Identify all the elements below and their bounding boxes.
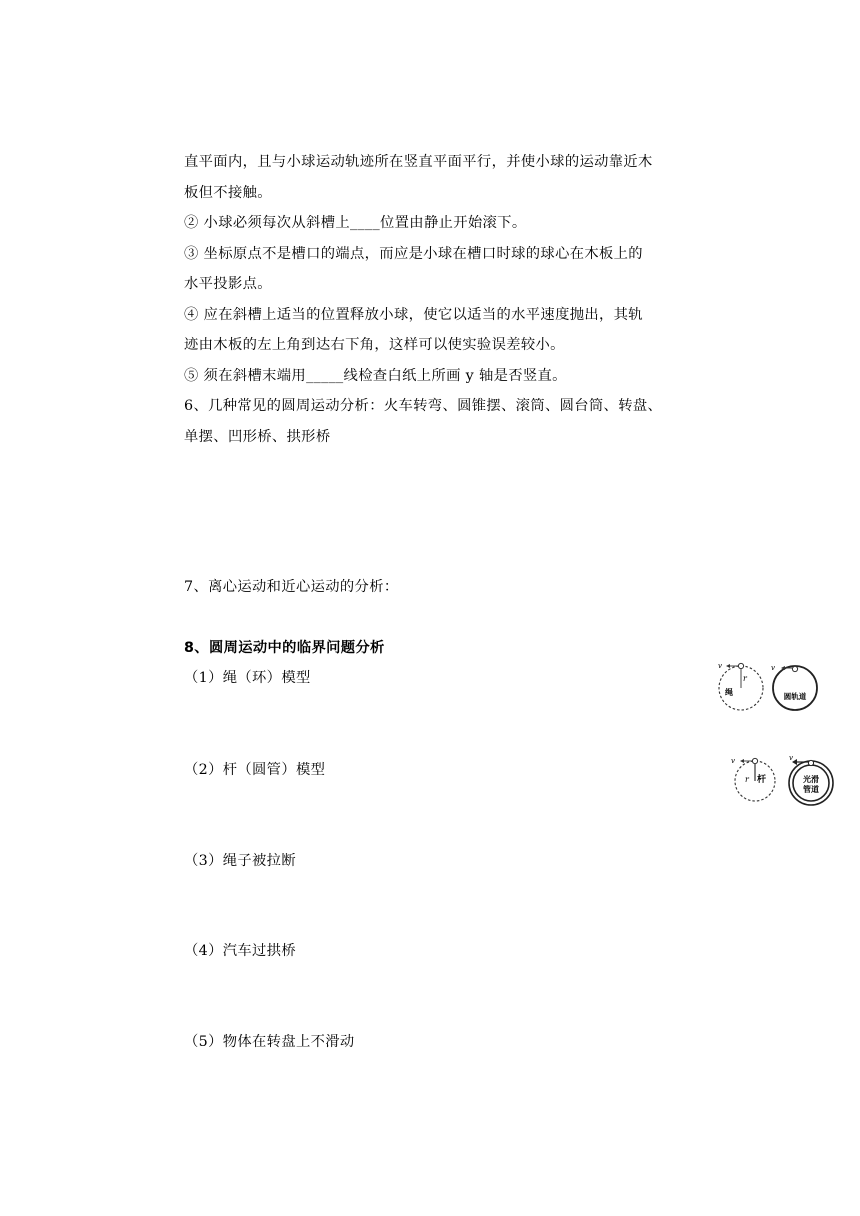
text-line: 迹由木板的左上角到达右下角，这样可以使实验误差较小。 (184, 337, 565, 353)
list-item-5: ⑤ 须在斜槽末端用_____线检查白纸上所画 y 轴是否竖直。 (184, 368, 567, 384)
list-item-3: ③ 坐标原点不是槽口的端点，而应是小球在槽口时球的球心在木板上的 (184, 246, 643, 262)
text-line: 单摆、凹形桥、拱形桥 (184, 429, 331, 445)
subsection-rod-model: （2）杆（圆管）模型 (184, 762, 326, 778)
svg-text:v: v (771, 664, 775, 672)
text-line: 板但不接触。 (184, 185, 272, 201)
svg-text:圆轨道: 圆轨道 (783, 692, 807, 701)
list-item-2: ② 小球必须每次从斜槽上____位置由静止开始滚下。 (184, 215, 527, 231)
rope-and-track-figure (715, 660, 825, 712)
svg-text:v: v (718, 662, 722, 670)
section-7-heading: 7、离心运动和近心运动的分析： (184, 579, 399, 595)
list-item-4: ④ 应在斜槽上适当的位置释放小球，使它以适当的水平速度抛出，其轨 (184, 307, 643, 323)
svg-text:杆: 杆 (757, 775, 767, 785)
rod-and-tube-figure (728, 752, 840, 808)
svg-text:r: r (745, 775, 749, 784)
svg-text:r: r (743, 674, 747, 683)
svg-text:绳: 绳 (725, 687, 733, 697)
text-line: 水平投影点。 (184, 276, 272, 292)
subsection-rope-model: （1）绳（环）模型 (184, 670, 311, 686)
subsection-arch-bridge: （4）汽车过拱桥 (184, 943, 296, 959)
circular-track-icon (773, 666, 817, 710)
subsection-turntable: （5）物体在转盘上不滑动 (184, 1034, 355, 1050)
section-8-heading: 8、圆周运动中的临界问题分析 (184, 640, 385, 656)
text-line: 直平面内，且与小球运动轨迹所在竖直平面平行，并使小球的运动靠近木 (184, 154, 653, 170)
svg-text:管道: 管道 (803, 784, 819, 794)
section-6-heading: 6、几种常见的圆周运动分析：火车转弯、圆锥摆、滚筒、圆台筒、转盘、 (184, 398, 663, 414)
subsection-rope-break: （3）绳子被拉断 (184, 853, 296, 869)
svg-text:v: v (731, 757, 735, 765)
svg-text:光滑: 光滑 (803, 774, 819, 784)
svg-text:v: v (789, 754, 793, 762)
